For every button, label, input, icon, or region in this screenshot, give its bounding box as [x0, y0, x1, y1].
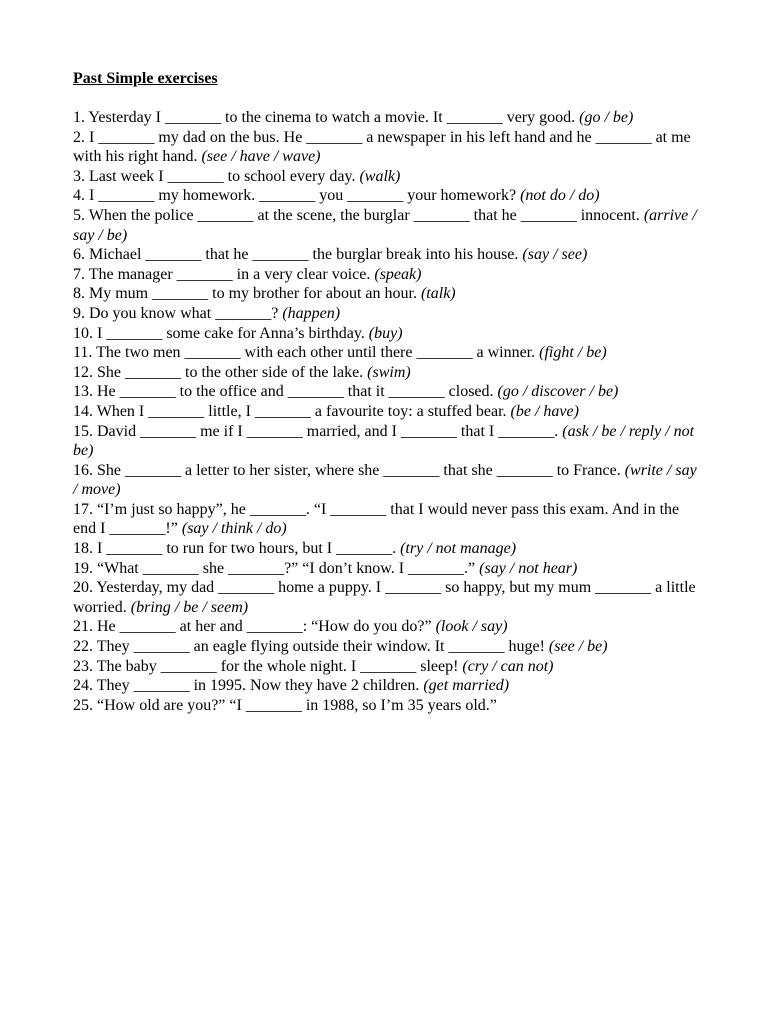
exercise-hint: (see / be) [548, 638, 608, 656]
exercise-text: 4. I _______ my homework. _______ you _______ your homework? [73, 187, 517, 205]
exercise-text: 21. He _______ at her and _______: “How do you do?” [73, 618, 432, 636]
exercise-22 [73, 637, 698, 657]
exercise-hint: (get married) [423, 677, 510, 695]
exercise-6 [73, 245, 698, 265]
exercise-text: 17. “I’m just so happy”, he _______. “I _______ that I would never pass this exam. And in the end I _______!” [73, 500, 680, 538]
exercise-hint: (say / think / do) [181, 520, 287, 538]
exercise-hint: (go / discover / be) [497, 383, 619, 401]
exercise-7 [73, 265, 698, 285]
exercise-text: 12. She _______ to the other side of the lake. [73, 363, 364, 381]
exercise-9 [73, 304, 698, 324]
exercise-text: 15. David _______ me if I _______ married, and I _______ that I _______. [73, 422, 559, 440]
exercise-text: 20. Yesterday, my dad _______ home a puppy. I _______ so happy, but my mum _______ a little worried. [73, 579, 696, 616]
exercise-10 [73, 324, 698, 344]
exercise-text: 24. They _______ in 1995. Now they have 2 children. [73, 677, 420, 695]
exercise-hint: (try / not manage) [400, 540, 517, 558]
exercise-hint: (bring / be / seem) [130, 598, 249, 616]
exercise-21 [73, 617, 698, 637]
exercise-text: 22. They _______ an eagle flying outside their window. It _______ huge! [73, 638, 545, 656]
exercise-18 [73, 539, 698, 559]
exercise-hint: (walk) [359, 167, 401, 185]
exercise-text: 18. I _______ to run for two hours, but I _______. [73, 540, 397, 558]
exercise-hint: (not do / do) [520, 187, 600, 205]
exercise-hint: (swim) [367, 363, 411, 381]
worksheet-page [73, 68, 698, 715]
exercise-19 [73, 559, 698, 579]
exercise-text: 10. I _______ some cake for Anna’s birthday. [73, 324, 365, 342]
exercise-text: 13. He _______ to the office and _______ that it _______ closed. [73, 383, 494, 401]
exercise-text: 1. Yesterday I _______ to the cinema to watch a movie. It _______ very good. [73, 109, 576, 126]
exercise-hint: (be / have) [510, 402, 579, 420]
exercise-hint: (buy) [368, 324, 403, 342]
exercise-hint: (write / say / move) [73, 461, 697, 499]
exercise-14 [73, 402, 698, 422]
exercise-15 [73, 422, 698, 461]
exercise-hint: (fight / be) [539, 344, 607, 362]
exercise-text: 9. Do you know what _______? [73, 304, 279, 322]
exercise-text: 5. When the police _______ at the scene, the burglar _______ that he _______ innocent. [73, 206, 640, 224]
exercise-text: 2. I _______ my dad on the bus. He _______ a newspaper in his left hand and he _______ at me with his right hand. [73, 128, 691, 166]
exercise-text: 25. “How old are you?” “I _______ in 1988, so I’m 35 years old.” [73, 696, 497, 714]
exercise-text: 23. The baby _______ for the whole night. I _______ sleep! [73, 657, 459, 675]
exercise-list [73, 108, 698, 715]
exercise-hint: (cry / can not) [462, 657, 554, 675]
exercise-text: 19. “What _______ she _______?” “I don’t know. I _______.” [73, 559, 476, 577]
exercise-text: 6. Michael _______ that he _______ the burglar break into his house. [73, 246, 519, 264]
exercise-12 [73, 363, 698, 383]
exercise-5 [73, 206, 698, 245]
exercise-hint: (say / not hear) [479, 559, 578, 577]
exercise-3 [73, 167, 698, 187]
exercise-16 [73, 461, 698, 500]
exercise-13 [73, 382, 698, 402]
exercise-hint: (look / say) [435, 618, 508, 636]
exercise-hint: (happen) [282, 304, 341, 322]
exercise-hint: (speak) [374, 265, 422, 283]
exercise-8 [73, 284, 698, 304]
exercise-17 [73, 500, 698, 539]
exercise-4 [73, 186, 698, 206]
exercise-23 [73, 657, 698, 677]
exercise-text: 3. Last week I _______ to school every day. [73, 167, 356, 185]
exercise-20 [73, 578, 698, 617]
exercise-text: 11. The two men _______ with each other until there _______ a winner. [73, 344, 536, 362]
exercise-text: 16. She _______ a letter to her sister, where she _______ that she _______ to France. [73, 461, 621, 479]
exercise-hint: (see / have / wave) [201, 148, 321, 166]
exercise-hint: (go / be) [579, 109, 634, 126]
worksheet-title: Past Simple exercises [73, 70, 218, 87]
exercise-hint: (talk) [420, 285, 456, 303]
exercise-11 [73, 343, 698, 363]
exercise-24 [73, 676, 698, 696]
exercise-text: 14. When I _______ little, I _______ a favourite toy: a stuffed bear. [73, 402, 507, 420]
exercise-text: 8. My mum _______ to my brother for about an hour. [73, 285, 417, 303]
exercise-25 [73, 696, 698, 716]
exercise-hint: (ask / be / reply / not be) [73, 422, 695, 460]
exercise-text: 7. The manager _______ in a very clear voice. [73, 265, 371, 283]
exercise-hint: (arrive / say / be) [73, 206, 697, 244]
exercise-hint: (say / see) [522, 246, 588, 264]
exercise-2 [73, 128, 698, 167]
exercise-1 [73, 108, 698, 128]
